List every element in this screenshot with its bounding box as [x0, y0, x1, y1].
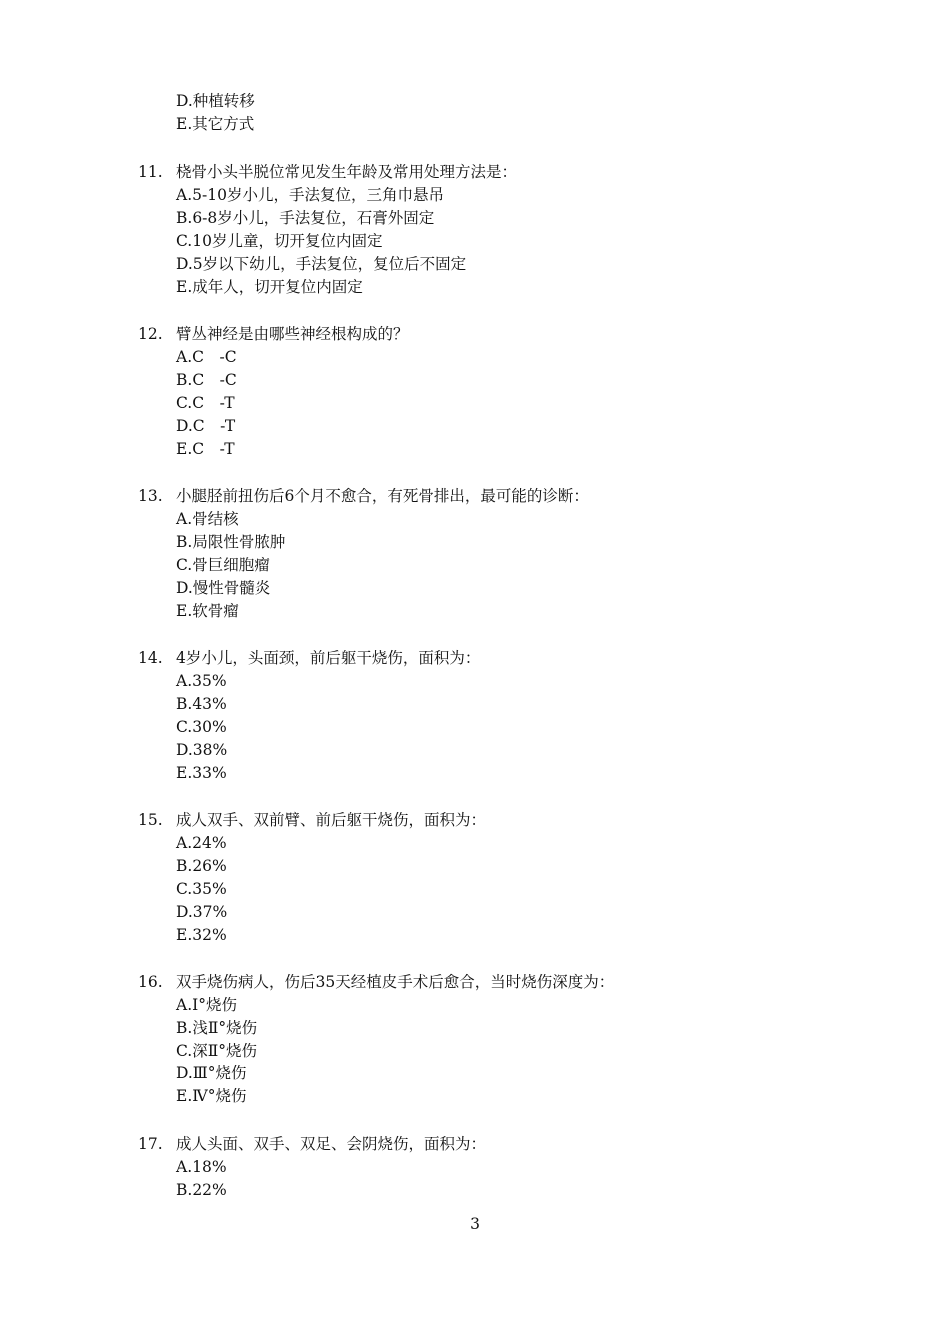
option-line: B.C -C: [176, 371, 237, 389]
option-line: C.30%: [176, 718, 227, 736]
option-line: E.软骨瘤: [176, 602, 239, 620]
question-text: 桡骨小头半脱位常见发生年龄及常用处理方法是：: [176, 163, 518, 181]
option-line: D.慢性骨髓炎: [176, 579, 271, 597]
option-line: C.深Ⅱ°烧伤: [176, 1042, 258, 1060]
option-line: D.37%: [176, 903, 228, 921]
option-line: D.5岁以下幼儿，手法复位，复位后不固定: [176, 255, 467, 273]
question-number: 14.: [138, 649, 163, 667]
question-text: 小腿胫前扭伤后6个月不愈合，有死骨排出，最可能的诊断：: [176, 487, 589, 505]
option-line: A.Ⅰ°烧伤: [176, 996, 237, 1014]
option-line: B.22%: [176, 1181, 227, 1199]
option-line: B.6-8岁小儿，手法复位，石膏外固定: [176, 209, 435, 227]
option-line: A.骨结核: [176, 510, 239, 528]
question-number: 17.: [138, 1135, 163, 1153]
option-line: A.35%: [176, 672, 227, 690]
question-number: 16.: [138, 973, 163, 991]
option-line: B.43%: [176, 695, 227, 713]
question-number: 15.: [138, 811, 163, 829]
option-line: A.24%: [176, 834, 227, 852]
option-line: A.18%: [176, 1158, 227, 1176]
option-line: C.35%: [176, 880, 227, 898]
option-line: C.C -T: [176, 394, 235, 412]
option-line: C.10岁儿童，切开复位内固定: [176, 232, 383, 250]
question-number: 11.: [138, 163, 163, 181]
page-number: 3: [470, 1215, 480, 1233]
option-line: B.26%: [176, 857, 227, 875]
option-line: B.局限性骨脓肿: [176, 533, 286, 551]
question-text: 臂丛神经是由哪些神经根构成的？: [176, 325, 409, 343]
option-line: D.Ⅲ°烧伤: [176, 1064, 247, 1082]
option-line: E.32%: [176, 926, 227, 944]
option-line: E.33%: [176, 764, 227, 782]
option-line: A.5-10岁小儿，手法复位，三角巾悬吊: [176, 186, 444, 204]
option-line: D.种植转移: [176, 92, 255, 110]
option-line: E.成年人，切开复位内固定: [176, 278, 363, 296]
question-number: 13.: [138, 487, 163, 505]
question-text: 双手烧伤病人，伤后35天经植皮手术后愈合，当时烧伤深度为：: [176, 973, 615, 991]
question-text: 成人双手、双前臂、前后躯干烧伤，面积为：: [176, 811, 487, 829]
question-text: 成人头面、双手、双足、会阴烧伤，面积为：: [176, 1135, 487, 1153]
question-number: 12.: [138, 325, 163, 343]
option-line: D.C -T: [176, 417, 236, 435]
option-line: B.浅Ⅱ°烧伤: [176, 1019, 258, 1037]
option-line: E.其它方式: [176, 115, 255, 133]
option-line: A.C -C: [176, 348, 237, 366]
option-line: E.Ⅳ°烧伤: [176, 1087, 247, 1105]
option-line: E.C -T: [176, 440, 235, 458]
option-line: D.38%: [176, 741, 228, 759]
question-text: 4岁小儿，头面颈，前后躯干烧伤，面积为：: [176, 649, 481, 667]
option-line: C.骨巨细胞瘤: [176, 556, 270, 574]
